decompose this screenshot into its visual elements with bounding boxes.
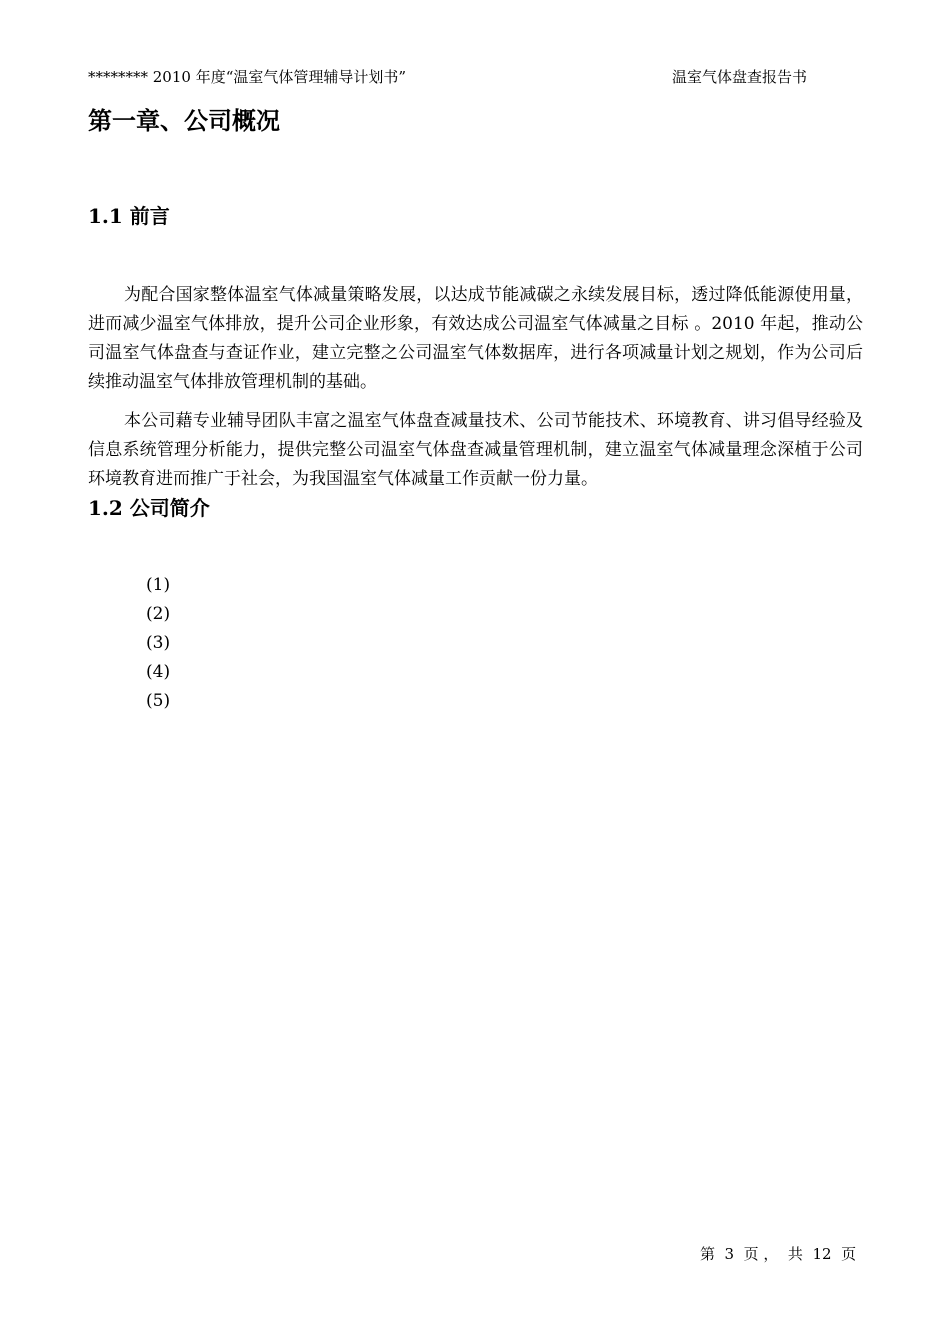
list-item: (4) — [146, 662, 171, 682]
header-document-title: ******** 2010 年度“温室气体管理辅导计划书” — [88, 68, 407, 86]
page-number-footer: 第 3 页 ， 共 12 页 — [700, 1245, 857, 1263]
preface-paragraph-1: 为配合国家整体温室气体减量策略发展，以达成节能减碳之永续发展目标，透过降低能源使用量，进而减少温室气体排放，提升公司企业形象，有效达成公司温室气体减量之目标 。2010 年起，推动公司温室气体盘查与查证作业，建立完整之公司温室气体数据库，进行各项减量计划之规划，作为公司后续推动温室气体排放管理机制的基础。 — [88, 285, 863, 392]
list-item: (3) — [146, 633, 171, 653]
header-report-title: 温室气体盘查报告书 — [672, 68, 808, 86]
list-item: (2) — [146, 604, 171, 624]
section-title-company-intro: 1.2 公司简介 — [88, 496, 210, 520]
company-intro-list — [146, 571, 170, 716]
section-title-preface: 1.1 前言 — [88, 204, 170, 228]
chapter-title: 第一章、公司概况 — [88, 106, 280, 135]
list-item: (5) — [146, 691, 171, 711]
list-item: (1) — [146, 575, 171, 595]
preface-paragraph-2: 本公司藉专业辅导团队丰富之温室气体盘查减量技术、公司节能技术、环境教育、讲习倡导经验及信息系统管理分析能力，提供完整公司温室气体盘查减量管理机制，建立温室气体减量理念深植于公司环境教育进而推广于社会，为我国温室气体减量工作贡献一份力量。 — [88, 411, 863, 489]
